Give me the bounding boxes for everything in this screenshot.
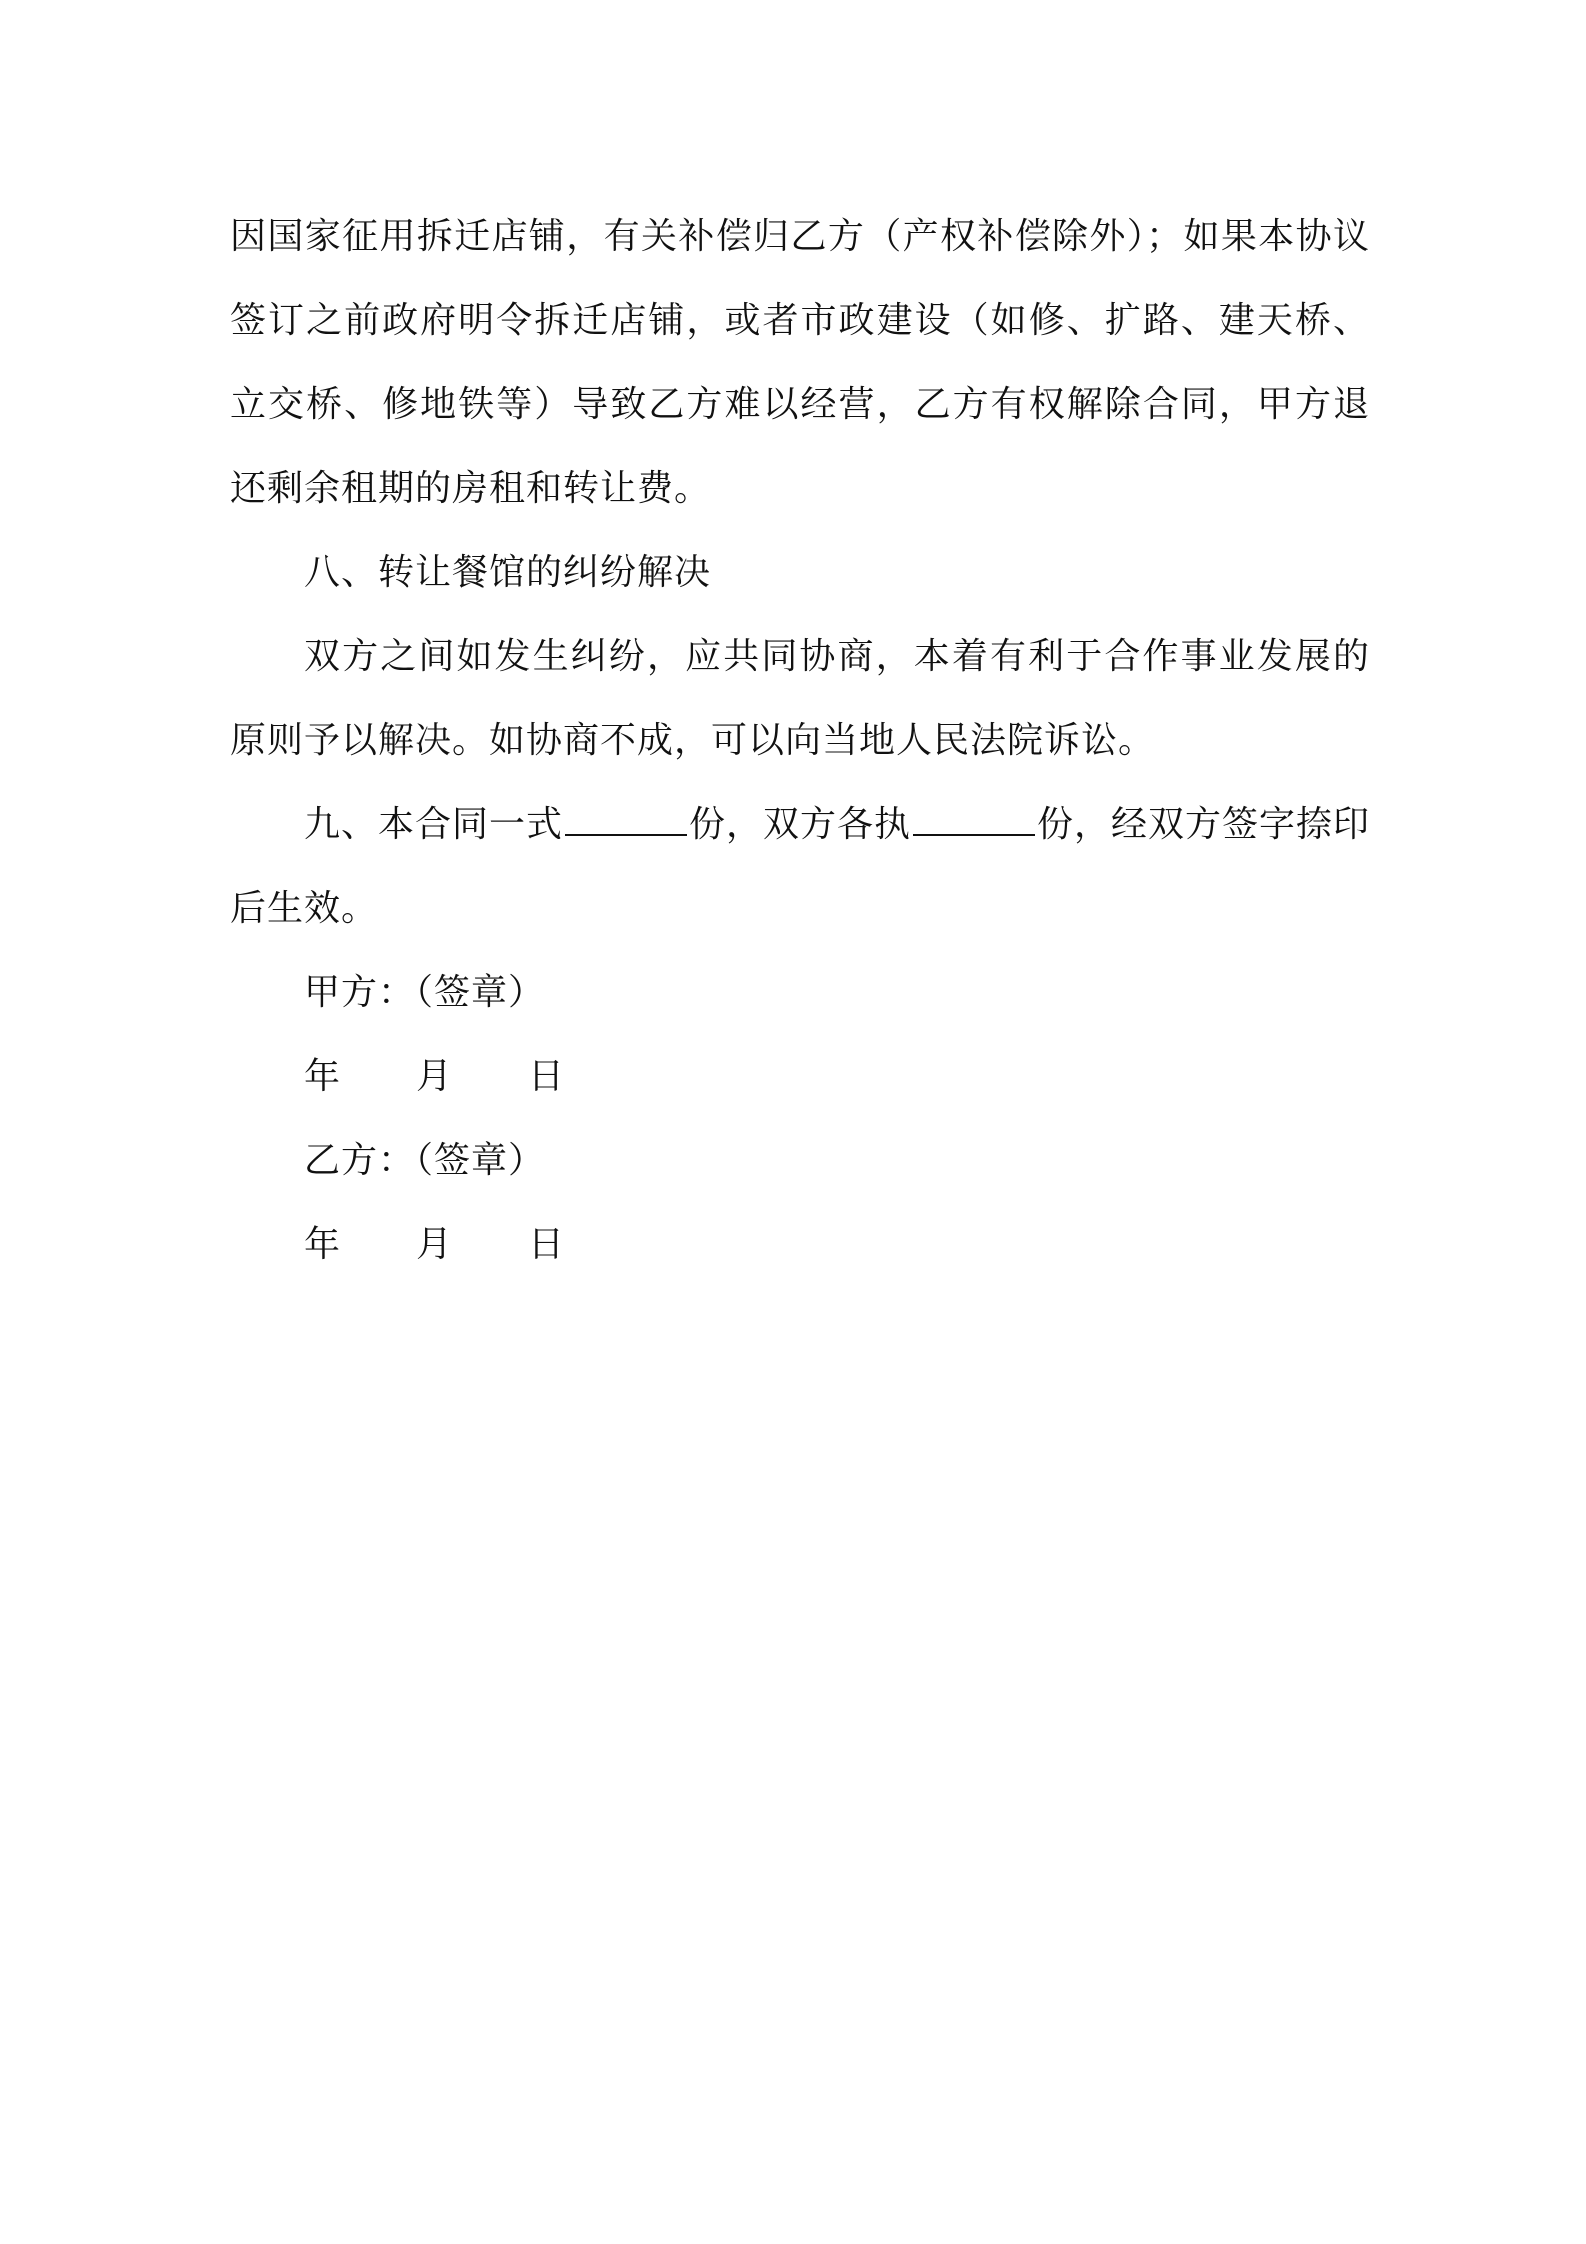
section-nine-text: 九、本合同一式 xyxy=(304,804,564,845)
section-nine-text: 份，经双方签字捺印 xyxy=(1037,804,1370,845)
day-label: 日 xyxy=(528,1224,566,1265)
year-label: 年 xyxy=(304,1056,342,1097)
section-eight-heading: 八、转让餐馆的纠纷解决 xyxy=(304,552,712,593)
party-b-signature: 乙方：（签章） xyxy=(304,1140,546,1181)
section-nine-line xyxy=(230,783,1370,867)
party-a-signature: 甲方：（签章） xyxy=(304,972,546,1013)
year-label: 年 xyxy=(304,1224,342,1265)
section-nine-text: 份，双方各执 xyxy=(689,804,912,845)
party-a-date xyxy=(230,1035,1370,1119)
month-label: 月 xyxy=(416,1224,454,1265)
paragraph-line: 原则予以解决。如协商不成，可以向当地人民法院诉讼。 xyxy=(230,720,1156,761)
paragraph-line: 签订之前政府明令拆迁店铺，或者市政建设（如修、扩路、建天桥、 xyxy=(230,300,1370,341)
copies-total-blank xyxy=(565,802,687,836)
party-b-date xyxy=(230,1203,1370,1287)
day-label: 日 xyxy=(528,1056,566,1097)
copies-each-blank xyxy=(913,802,1035,836)
paragraph-line: 双方之间如发生纠纷，应共同协商，本着有利于合作事业发展的 xyxy=(304,636,1370,677)
paragraph-line: 还剩余租期的房租和转让费。 xyxy=(230,468,712,509)
paragraph-line: 后生效。 xyxy=(230,888,379,929)
month-label: 月 xyxy=(416,1056,454,1097)
paragraph-line: 因国家征用拆迁店铺，有关补偿归乙方（产权补偿除外）；如果本协议 xyxy=(230,216,1370,257)
paragraph-line: 立交桥、修地铁等）导致乙方难以经营，乙方有权解除合同，甲方退 xyxy=(230,384,1370,425)
document-page xyxy=(230,195,1370,1287)
